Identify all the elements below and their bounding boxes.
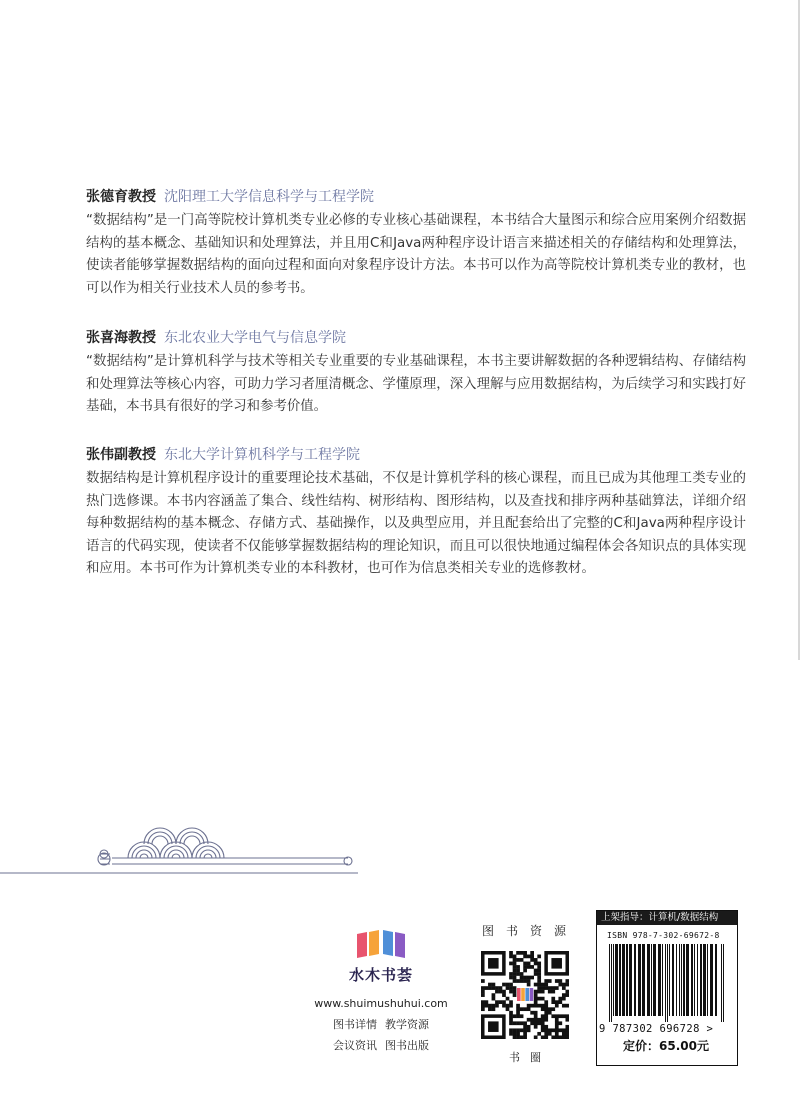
review-text: “数据结构”是计算机科学与技术等相关专业重要的专业基础课程，本书主要讲解数据的各种逻辑结构、存储结构和处理算法等核心内容，可助力学习者厘清概念、学懂原理，深入理解与应用数据结构，为后续学习和实践打好基础，本书具有很好的学习和参考价值。 bbox=[86, 354, 746, 415]
review-header bbox=[86, 444, 746, 466]
publisher-logo-name: 水木书荟 bbox=[348, 966, 413, 984]
publisher-links bbox=[306, 1014, 456, 1056]
qr-caption: 书圈 bbox=[509, 1051, 551, 1064]
shelf-category: 上架指导：计算机/数据结构 bbox=[597, 911, 737, 925]
isbn-barcode-box bbox=[596, 910, 738, 1066]
reviewer-name: 张伟副教授 bbox=[86, 447, 156, 463]
publisher-block bbox=[306, 926, 456, 1056]
link-conference-info[interactable]: 会议资讯 bbox=[333, 1039, 377, 1052]
wave-cloud-ornament bbox=[0, 818, 370, 878]
review-zhang-xihai bbox=[86, 327, 746, 419]
book-price: 定价：65.00元 bbox=[623, 1039, 709, 1053]
review-zhang-deyu bbox=[86, 186, 746, 300]
barcode-digits: 9 787302 696728 > bbox=[599, 1023, 714, 1035]
review-text: “数据结构”是一门高等院校计算机类专业必修的专业核心基础课程，本书结合大量图示和综合应用案例介绍数据结构的基本概念、基础知识和处理算法，并且用C和Java两种程序设计语言来描述相关的存储结构和处理算法，使读者能够掌握数据结构的面向过程和面向对象程序设计方法。本书可以作为高等院校计算机类专业的教材，也可以作为相关行业技术人员的参考书。 bbox=[86, 213, 746, 296]
review-header bbox=[86, 186, 746, 208]
publisher-url[interactable]: www.shuimushuhui.com bbox=[314, 997, 448, 1010]
reviewer-name: 张德育教授 bbox=[86, 189, 156, 205]
reviewer-affiliation: 东北农业大学电气与信息学院 bbox=[164, 330, 346, 346]
link-book-details[interactable]: 图书详情 bbox=[333, 1018, 377, 1031]
qr-title: 图书资源 bbox=[481, 924, 578, 938]
link-teaching-resources[interactable]: 教学资源 bbox=[385, 1018, 429, 1031]
book-logo-icon bbox=[353, 926, 409, 960]
review-header bbox=[86, 327, 746, 349]
review-text: 数据结构是计算机程序设计的重要理论技术基础，不仅是计算机学科的核心课程，而且已成为其他理工类专业的热门选修课。本书内容涵盖了集合、线性结构、树形结构、图形结构，以及查找和排序两种基础算法，详细介绍每种数据结构的基本概念、存储方式、基础操作，以及典型应用，并且配套给出了完整的C和Java两种程序设计语言的代码实现，使读者不仅能够掌握数据结构的理论知识，而且可以很快地通过编程体会各知识点的具体实现和应用。本书可作为计算机类专业的本科教材，也可作为信息类相关专业的选修教材。 bbox=[86, 471, 746, 577]
qr-block bbox=[470, 922, 580, 1065]
qr-code-icon[interactable] bbox=[481, 951, 569, 1039]
reviewer-name: 张喜海教授 bbox=[86, 330, 156, 346]
review-zhang-wei bbox=[86, 444, 746, 581]
link-book-publishing[interactable]: 图书出版 bbox=[385, 1039, 429, 1052]
barcode-icon bbox=[605, 944, 729, 1022]
reviewer-affiliation: 沈阳理工大学信息科学与工程学院 bbox=[164, 189, 374, 205]
isbn-number: ISBN 978-7-302-69672-8 bbox=[607, 931, 720, 940]
reviewer-affiliation: 东北大学计算机科学与工程学院 bbox=[164, 447, 360, 463]
